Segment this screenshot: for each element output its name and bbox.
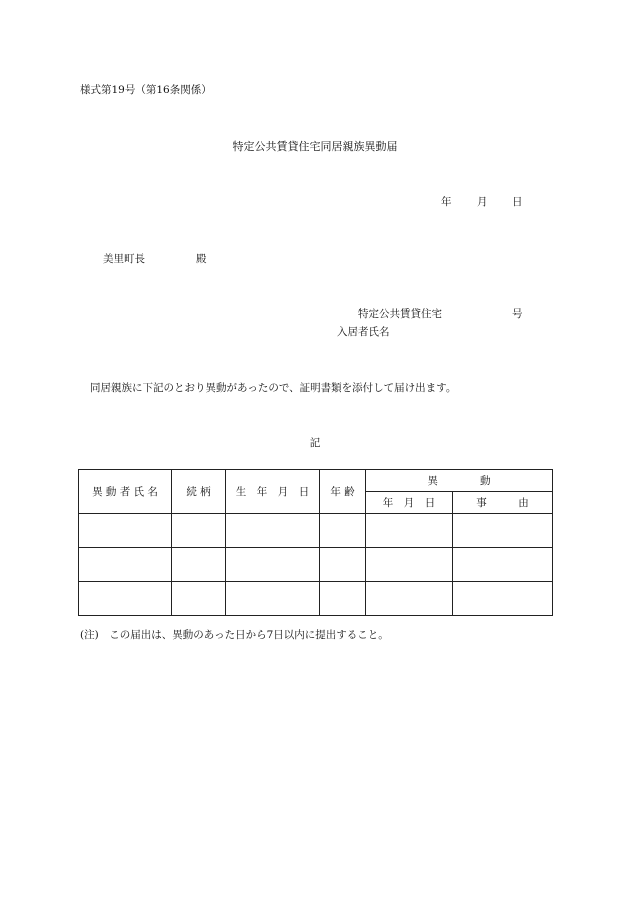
table-cell[interactable] [226,582,320,616]
table-cell[interactable] [453,514,553,548]
table-cell[interactable] [453,582,553,616]
table-cell[interactable] [453,548,553,582]
header-change-group: 異 動 [366,470,553,492]
body-text: 同居親族に下記のとおり異動があったので、証明書類を添付して届け出ます。 [90,382,457,394]
resident-name-label: 入居者氏名 [337,326,390,338]
header-birth-date: 生 年 月 日 [226,470,320,514]
honorific: 殿 [196,253,207,265]
table-cell[interactable] [79,514,172,548]
table-cell[interactable] [172,582,226,616]
table-cell[interactable] [172,548,226,582]
table-cell[interactable] [79,548,172,582]
addressee: 美里町長 [103,253,145,265]
header-change-date: 年 月 日 [366,492,453,514]
date-day-label: 日 [512,196,523,208]
table-cell[interactable] [79,582,172,616]
header-relation: 続 柄 [172,470,226,514]
table-row [79,548,553,582]
table-cell[interactable] [366,514,453,548]
note: (注) この届出は、異動のあった日から7日以内に提出すること。 [80,629,389,641]
table-cell[interactable] [172,514,226,548]
date-year-label: 年 [441,196,452,208]
table-cell[interactable] [366,548,453,582]
header-name: 異 動 者 氏 名 [79,470,172,514]
table-cell[interactable] [320,514,366,548]
table-row [79,514,553,548]
housing-label: 特定公共賃貸住宅 [358,308,442,320]
header-age: 年 齢 [320,470,366,514]
form-number: 様式第19号（第16条関係） [80,84,212,96]
date-month-label: 月 [477,196,488,208]
table-cell[interactable] [226,548,320,582]
header-change-reason: 事 由 [453,492,553,514]
table-cell[interactable] [320,548,366,582]
ki-heading: 記 [309,437,321,449]
housing-number-suffix: 号 [512,308,523,320]
table-row [79,582,553,616]
table-cell[interactable] [366,582,453,616]
table-cell[interactable] [226,514,320,548]
change-table [78,469,553,616]
document-title: 特定公共賃貸住宅同居親族異動届 [232,140,398,153]
table-cell[interactable] [320,582,366,616]
